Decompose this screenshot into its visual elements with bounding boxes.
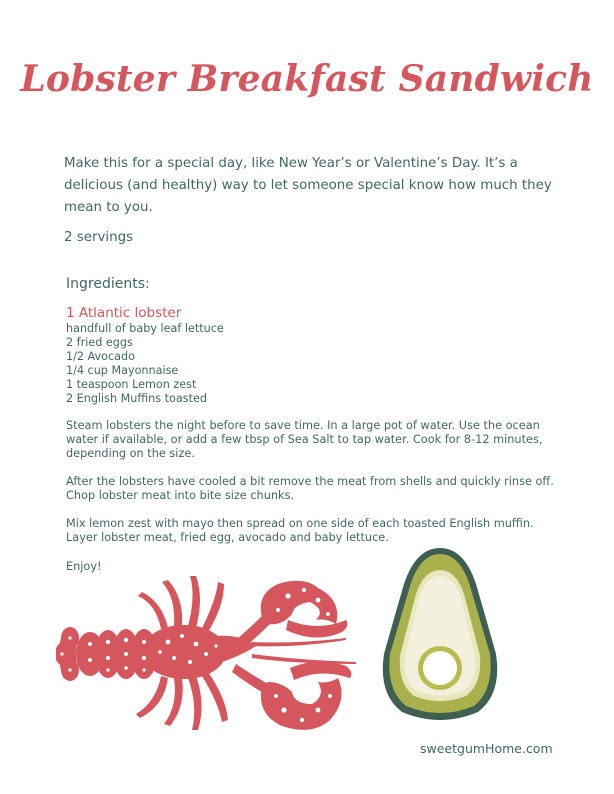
avocado-illustration bbox=[378, 544, 502, 724]
ingredient-item: 1 Atlantic lobster bbox=[66, 305, 182, 321]
direction-step: After the lobsters have cooled a bit remove the meat from shells and quickly rinse off. Chop lobster meat into bite size chunks. bbox=[66, 475, 554, 503]
ingredient-item: 2 English Muffins toasted bbox=[66, 392, 207, 405]
ingredients-heading: Ingredients: bbox=[66, 276, 150, 292]
ingredient-item: handfull of baby leaf lettuce bbox=[66, 322, 224, 335]
lobster-illustration bbox=[56, 574, 366, 738]
servings-text: 2 servings bbox=[64, 230, 134, 245]
ingredient-item: 1/2 Avocado bbox=[66, 350, 135, 363]
page-title: Lobster Breakfast Sandwich bbox=[20, 58, 594, 100]
intro-text: Make this for a special day, like New Year’s or Valentine’s Day. It’s a delicious (and healthy) way to let someone special know how much they mean to you. bbox=[64, 156, 552, 215]
direction-step: Enjoy! bbox=[66, 560, 102, 573]
ingredient-item: 1 teaspoon Lemon zest bbox=[66, 378, 197, 391]
direction-step: Steam lobsters the night before to save time. In a large pot of water. Use the ocean water if available, or add a few tbsp of Sea Salt to tap water. Cook for 8-12 minutes, depending on the size. bbox=[66, 419, 543, 461]
direction-step: Mix lemon zest with mayo then spread on one side of each toasted English muffin. Layer lobster meat, fried egg, avocado and baby lettuce. bbox=[66, 517, 534, 545]
ingredient-item: 2 fried eggs bbox=[66, 336, 133, 349]
ingredients-list bbox=[66, 304, 426, 406]
footer-site: sweetgumHome.com bbox=[420, 741, 553, 756]
ingredient-item: 1/4 cup Mayonnaise bbox=[66, 364, 179, 377]
